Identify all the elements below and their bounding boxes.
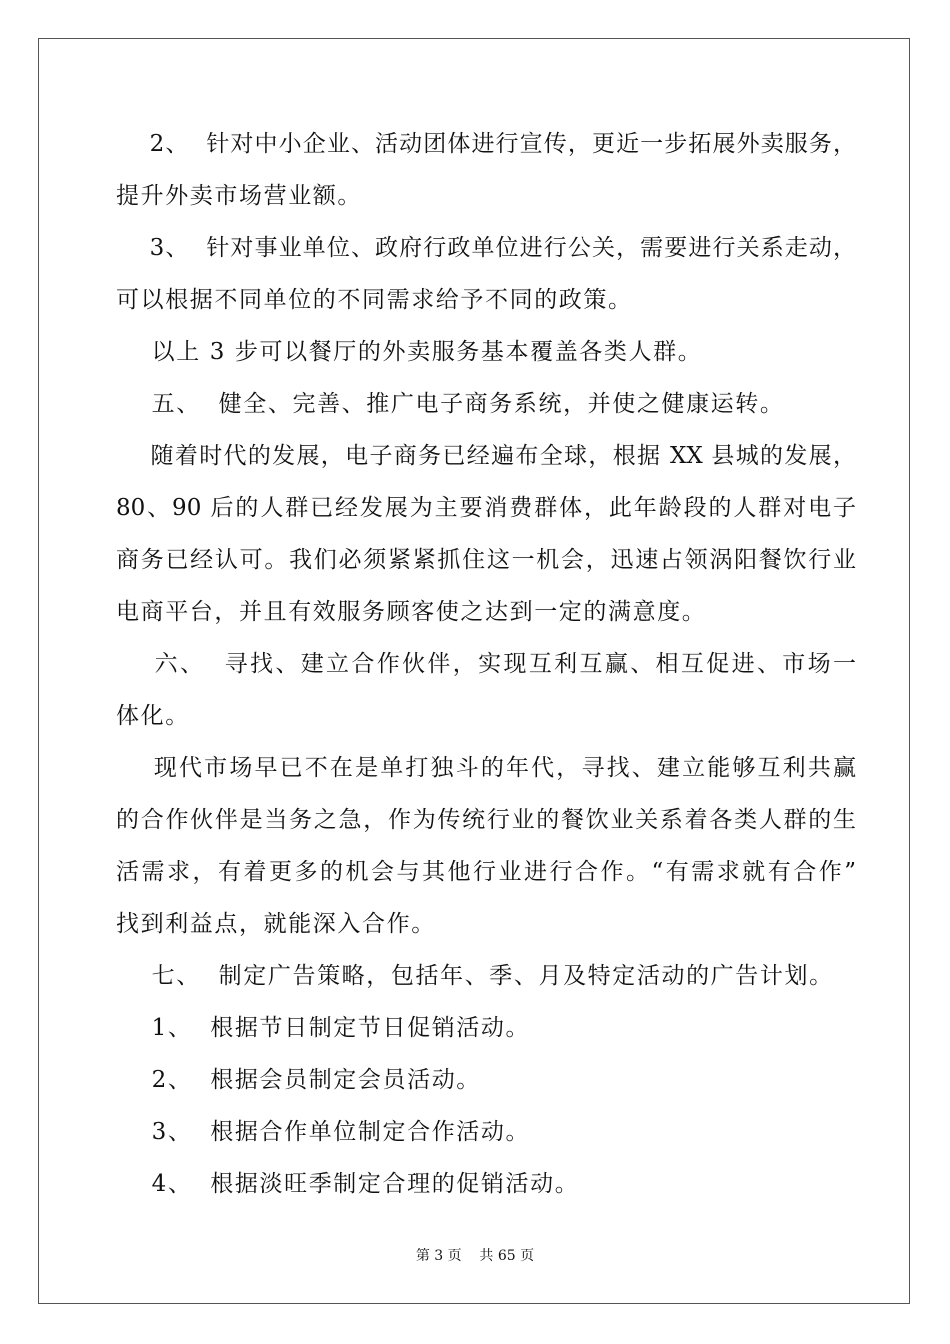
text-line: 3、 针对事业单位、政府行政单位进行公关，需要进行关系走动， [116,235,856,261]
section-heading: 体化。 [116,703,190,729]
text-line: 商务已经认可。我们必须紧紧抓住这一机会，迅速占领涡阳餐饮行业 [116,547,856,573]
list-item: 3、 根据合作单位制定合作活动。 [116,1119,531,1145]
text-line: 找到利益点，就能深入合作。 [116,911,436,937]
text-line: 电商平台，并且有效服务顾客使之达到一定的满意度。 [116,599,707,625]
text-line: 以上 3 步可以餐厅的外卖服务基本覆盖各类人群。 [116,339,703,365]
text-line: 随着时代的发展，电子商务已经遍布全球，根据 XX 县城的发展， [116,443,856,469]
section-heading: 五、 健全、完善、推广电子商务系统，并使之健康运转。 [116,391,785,417]
text-line: 可以根据不同单位的不同需求给予不同的政策。 [116,287,633,313]
section-heading: 七、 制定广告策略，包括年、季、月及特定活动的广告计划。 [116,963,834,989]
text-line: 提升外卖市场营业额。 [116,183,362,209]
text-line: 2、 针对中小企业、活动团体进行宣传，更近一步拓展外卖服务， [116,131,856,157]
text-line: 80、90 后的人群已经发展为主要消费群体，此年龄段的人群对电子 [116,495,856,521]
page-number-footer: 第 3 页 共 65 页 [415,1248,535,1264]
text-line: 的合作伙伴是当务之急，作为传统行业的餐饮业关系着各类人群的生 [116,807,856,833]
text-line: 现代市场早已不在是单打独斗的年代，寻找、建立能够互利共赢 [116,755,856,781]
text-line: 活需求，有着更多的机会与其他行业进行合作。“有需求就有合作” [116,859,856,885]
list-item: 4、 根据淡旺季制定合理的促销活动。 [116,1171,580,1197]
section-heading: 六、 寻找、建立合作伙伴，实现互利互赢、相互促进、市场一 [116,651,856,677]
list-item: 2、 根据会员制定会员活动。 [116,1067,481,1093]
list-item: 1、 根据节日制定节日促销活动。 [116,1015,531,1041]
